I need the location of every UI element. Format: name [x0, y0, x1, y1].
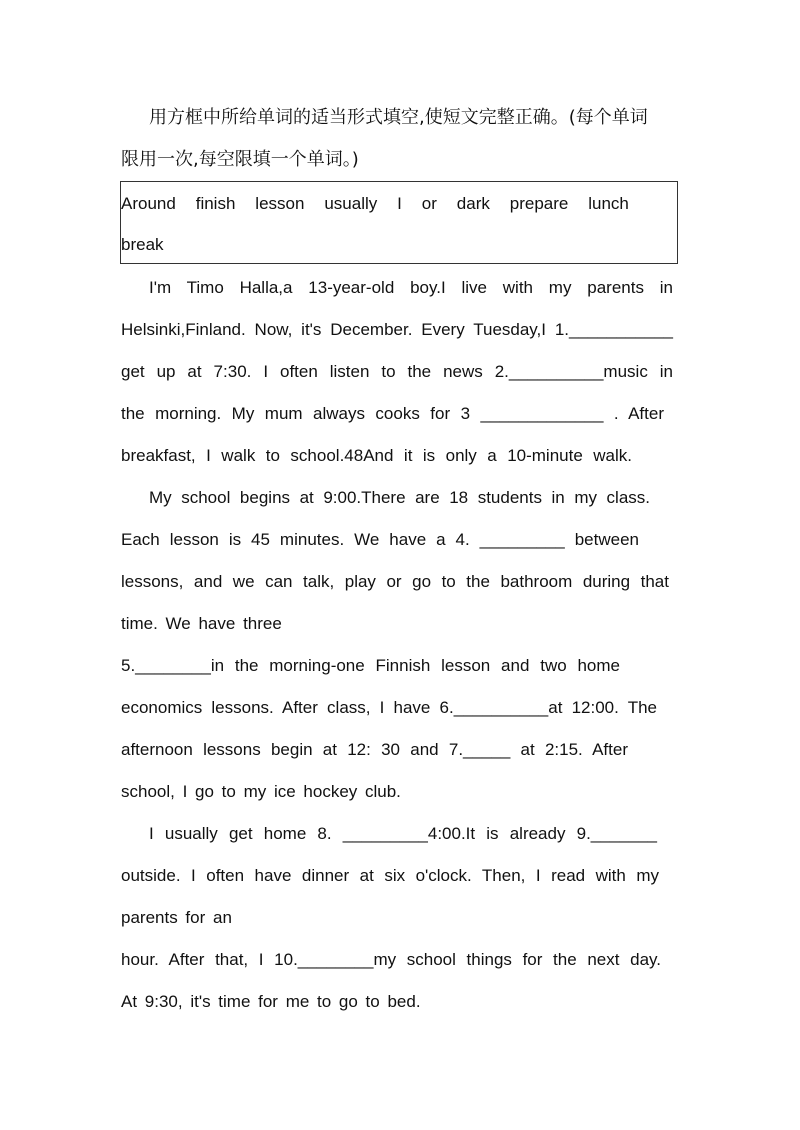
word-item: prepare — [509, 194, 569, 213]
passage-line: school, I go to my ice hockey club. — [121, 782, 401, 801]
word-box — [120, 181, 678, 264]
passage-line: Each lesson is 45 minutes. We have a 4. _________ between — [121, 530, 639, 549]
passage-line: economics lessons. After class, I have 6.__________at 12:00. The — [121, 698, 657, 717]
word-item: lunch — [588, 194, 629, 213]
word-item: usually — [324, 194, 378, 213]
word-item: break — [121, 235, 164, 254]
word-item: Around — [121, 194, 176, 213]
passage-line: lessons, and we can talk, play or go to the bathroom during that — [121, 572, 669, 591]
passage-line: 5.________in the morning-one Finnish lesson and two home — [121, 656, 620, 675]
instructions-line-2: 限用一次,每空限填一个单词。) — [121, 149, 359, 170]
word-item: I — [397, 194, 402, 213]
word-item: finish — [195, 194, 236, 213]
passage-line: hour. After that, I 10.________my school things for the next day. — [121, 950, 661, 969]
passage-line: time. We have three — [121, 614, 282, 633]
word-item: or — [421, 194, 437, 213]
instructions-line-1: 用方框中所给单词的适当形式填空,使短文完整正确。(每个单词 — [149, 107, 648, 128]
passage-line: My school begins at 9:00.There are 18 students in my class. — [149, 488, 650, 507]
word-list — [121, 194, 677, 214]
passage-line: I usually get home 8. _________4:00.It is already 9._______ — [149, 824, 657, 843]
passage-line: get up at 7:30. I often listen to the news 2.__________music in — [121, 362, 673, 381]
word-item: dark — [456, 194, 490, 213]
passage-line: afternoon lessons begin at 12: 30 and 7._____ at 2:15. After — [121, 740, 628, 759]
passage-line: parents for an — [121, 908, 232, 927]
passage-line: I'm Timo Halla,a 13-year-old boy.I live with my parents in — [149, 278, 673, 297]
passage-line: At 9:30, it's time for me to go to bed. — [121, 992, 421, 1011]
passage-line: the morning. My mum always cooks for 3 _____________ . After — [121, 404, 664, 423]
word-item: lesson — [255, 194, 305, 213]
passage-line: Helsinki,Finland. Now, it's December. Every Tuesday,I 1.___________ — [121, 320, 673, 339]
passage-line: outside. I often have dinner at six o'clock. Then, I read with my — [121, 866, 659, 885]
passage-line: breakfast, I walk to school.48And it is only a 10-minute walk. — [121, 446, 632, 465]
